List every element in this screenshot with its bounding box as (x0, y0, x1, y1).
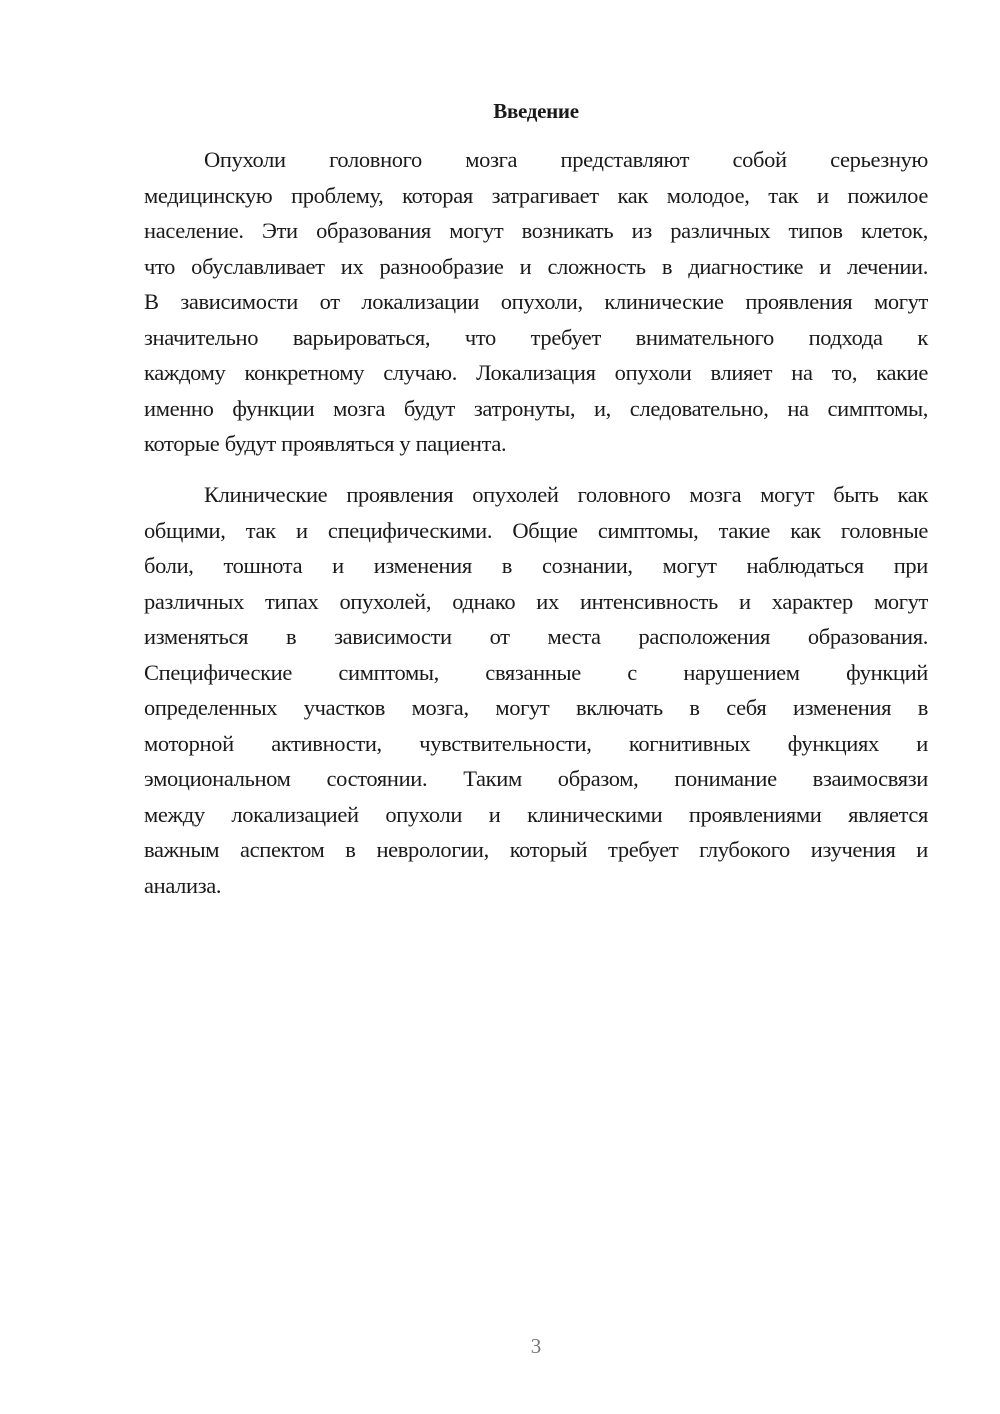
text-line: каждому конкретному случаю. Локализация опухоли влияет на то, какие (144, 360, 928, 385)
paragraph-1 (144, 142, 928, 462)
paragraph-2 (144, 477, 928, 903)
text-line: эмоциональном состоянии. Таким образом, понимание взаимосвязи (144, 766, 928, 791)
text-line: определенных участков мозга, могут включать в себя изменения в (144, 695, 928, 720)
text-line: медицинскую проблему, которая затрагивает как молодое, так и пожилое (144, 182, 928, 208)
text-line: Специфические симптомы, связанные с нарушением функций (144, 659, 928, 685)
text-line: различных типах опухолей, однако их интенсивность и характер могут (144, 588, 928, 614)
page-number: 3 (530, 1334, 542, 1358)
text-line: Опухоли головного мозга представляют собой серьезную (204, 147, 928, 172)
text-line: важным аспектом в неврологии, который требует глубокого изучения и (144, 837, 928, 862)
text-line: значительно варьироваться, что требует внимательного подхода к (144, 324, 928, 350)
section-title: Введение (493, 99, 579, 123)
text-line: население. Эти образования могут возникать из различных типов клеток, (144, 218, 928, 243)
text-line: В зависимости от локализации опухоли, клинические проявления могут (144, 289, 928, 314)
text-line: Клинические проявления опухолей головного мозга могут быть как (204, 482, 928, 507)
text-line: общими, так и специфическими. Общие симптомы, такие как головные (144, 517, 928, 543)
text-line: именно функции мозга будут затронуты, и, следовательно, на симптомы, (144, 395, 928, 421)
text-line: которые будут проявляться у пациента. (144, 431, 507, 456)
text-line: между локализацией опухоли и клиническими проявлениями является (144, 801, 928, 827)
text-line: боли, тошнота и изменения в сознании, могут наблюдаться при (144, 553, 928, 578)
text-line: что обуславливает их разнообразие и сложность в диагностике и лечении. (144, 253, 928, 279)
text-line: изменяться в зависимости от места расположения образования. (144, 624, 928, 649)
text-line: анализа. (144, 872, 222, 898)
text-line: моторной активности, чувствительности, когнитивных функциях и (144, 730, 928, 756)
